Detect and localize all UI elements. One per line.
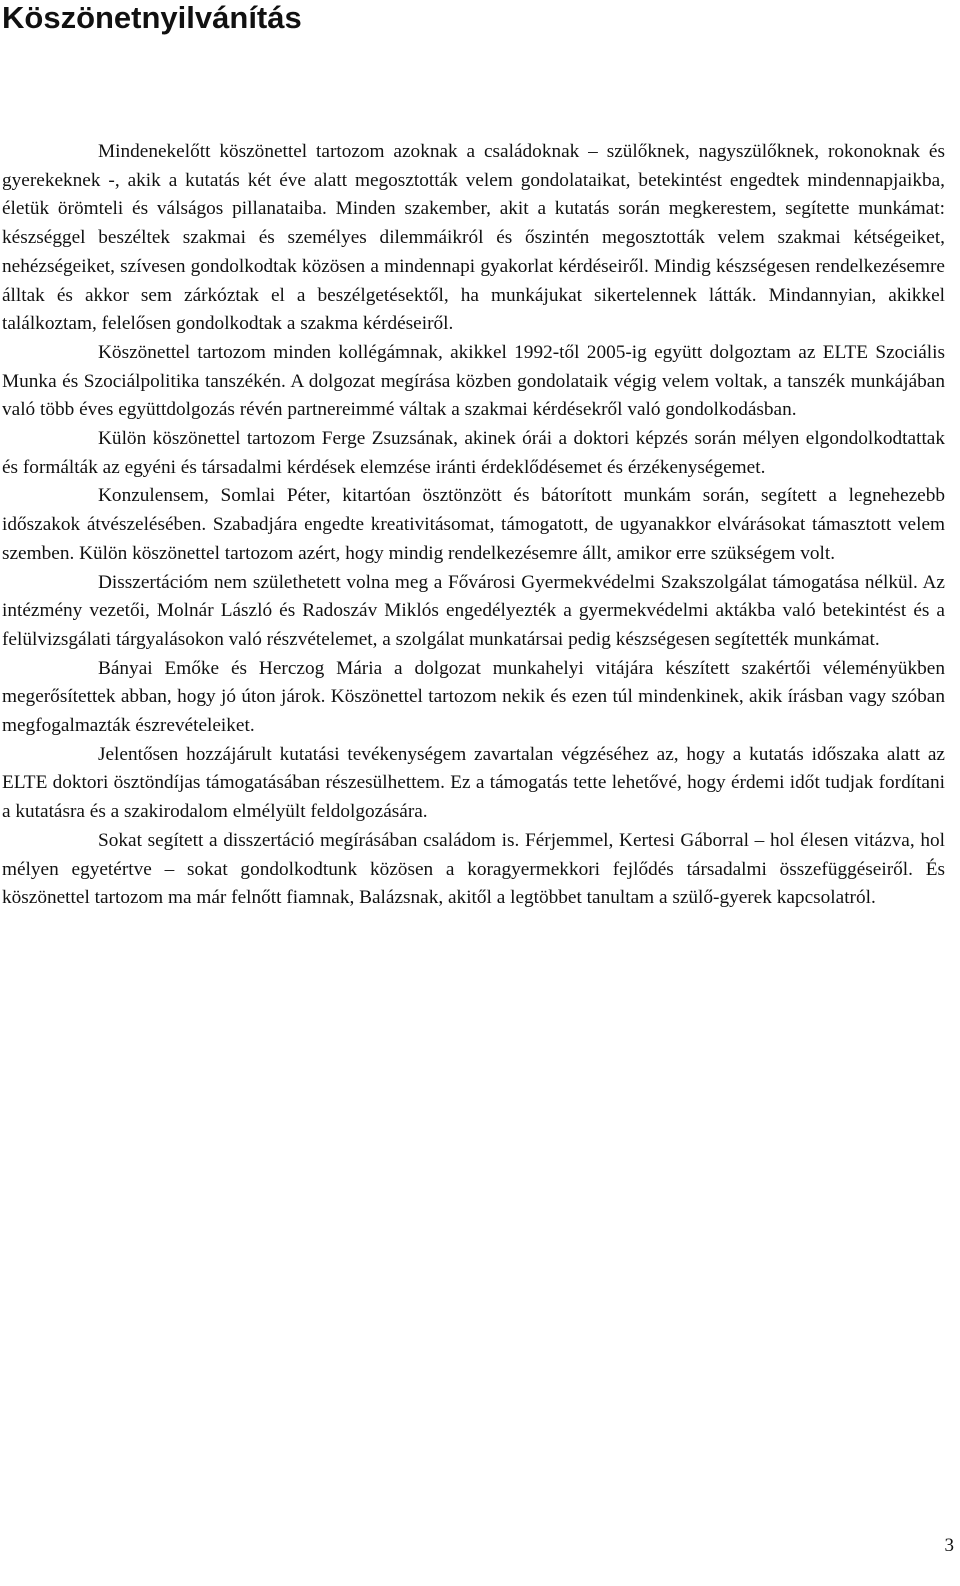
page-title: Köszönetnyilvánítás [2, 0, 302, 35]
paragraph-service: Disszertációm nem születhetett volna meg a Fővárosi Gyermekvédelmi Szakszolgálat támogatása nélkül. Az intézmény vezetői, Molnár László és Radoszáv Miklós engedélyezték a gyermekvédelmi aktákba való betekintést és a felülvizsgálati tárgyalásokon való részvételemet, a szolgálat munkatársai pedig készségesen segítették munkámat. [2, 571, 945, 650]
paragraph-scholarship: Jelentősen hozzájárult kutatási tevékenységem zavartalan végzéséhez az, hogy a kutatás időszaka alatt az ELTE doktori ösztöndíjas támogatásában részesülhettem. Ez a támogatás tette lehetővé, hogy érdemi időt tudjak fordítani a kutatásra és a szakirodalom elmélyült feldolgozására. [2, 743, 945, 823]
paragraph-reviewers: Bányai Emőke és Herczog Mária a dolgozat munkahelyi vitájára készített szakértői véleményükben megerősítettek abban, hogy jó úton járok. Köszönettel tartozom nekik és ezen túl mindenkinek, akik írásban vagy szóban megfogalmazták észrevételeiket. [2, 657, 945, 737]
paragraph-family: Sokat segített a disszertáció megírásában családom is. Férjemmel, Kertesi Gáborral – hol élesen vitázva, hol mélyen egyetértve – sokat gondolkodtunk közösen a koragyermekkori fejlődés társadalmi összefüggéseiről. És köszönettel tartozom ma már felnőtt fiamnak, Balázsnak, akitől a legtöbbet tanultam a szülő-gyerek kapcsolatról. [2, 829, 945, 909]
page-number: 3 [944, 1535, 954, 1556]
paragraph-ferge: Külön köszönettel tartozom Ferge Zsuzsának, akinek órái a doktori képzés során mélyen elgondolkodtattak és formálták az egyéni és társadalmi kérdések elemzése iránti érdeklődésemet és érzékenységemet. [2, 428, 945, 478]
paragraph-colleagues: Köszönettel tartozom minden kollégámnak, akikkel 1992-től 2005-ig együtt dolgoztam az ELTE Szociális Munka és Szociálpolitika tanszékén. A dolgozat megírása közben gondolataik végig velem voltak, a tanszék munkájában való több éves együttdolgozás révén partnereimmé váltak a szakmai kérdésekről való gondolkodásban. [2, 341, 945, 421]
body-text [2, 138, 945, 913]
paragraph-consultant: Konzulensem, Somlai Péter, kitartóan ösztönzött és bátorított munkám során, segített a legnehezebb időszakok átvészelésében. Szabadjára engedte kreativitásomat, támogatott, de ugyanakkor elvárásokat támasztott velem szemben. Külön köszönettel tartozom azért, hogy mindig rendelkezésemre állt, amikor erre szükségem volt. [2, 485, 945, 564]
paragraph-families: Mindenekelőtt köszönettel tartozom azoknak a családoknak – szülőknek, nagyszülőknek, rokonoknak és gyerekeknek -, akik a kutatás két éve alatt megosztották velem gondolataikat, betekintést engedtek mindennapjaikba, életük örömteli és válságos pillanataiba. Minden szakember, akit a kutatás során megkerestem, segítette munkámat: készséggel beszéltek szakmai és személyes dilemmáikról és őszintén megosztották velem szakmai kétségeiket, nehézségeiket, szívesen gondolkodtak közösen a mindennapi gyakorlat kérdéseiről. Mindig készségesen rendelkezésemre álltak és akkor sem zárkóztak el a beszélgetésektől, ha munkájukat sikertelennek látták. Mindannyian, akikkel találkoztam, felelősen gondolkodtak a szakma kérdéseiről. [2, 141, 945, 335]
